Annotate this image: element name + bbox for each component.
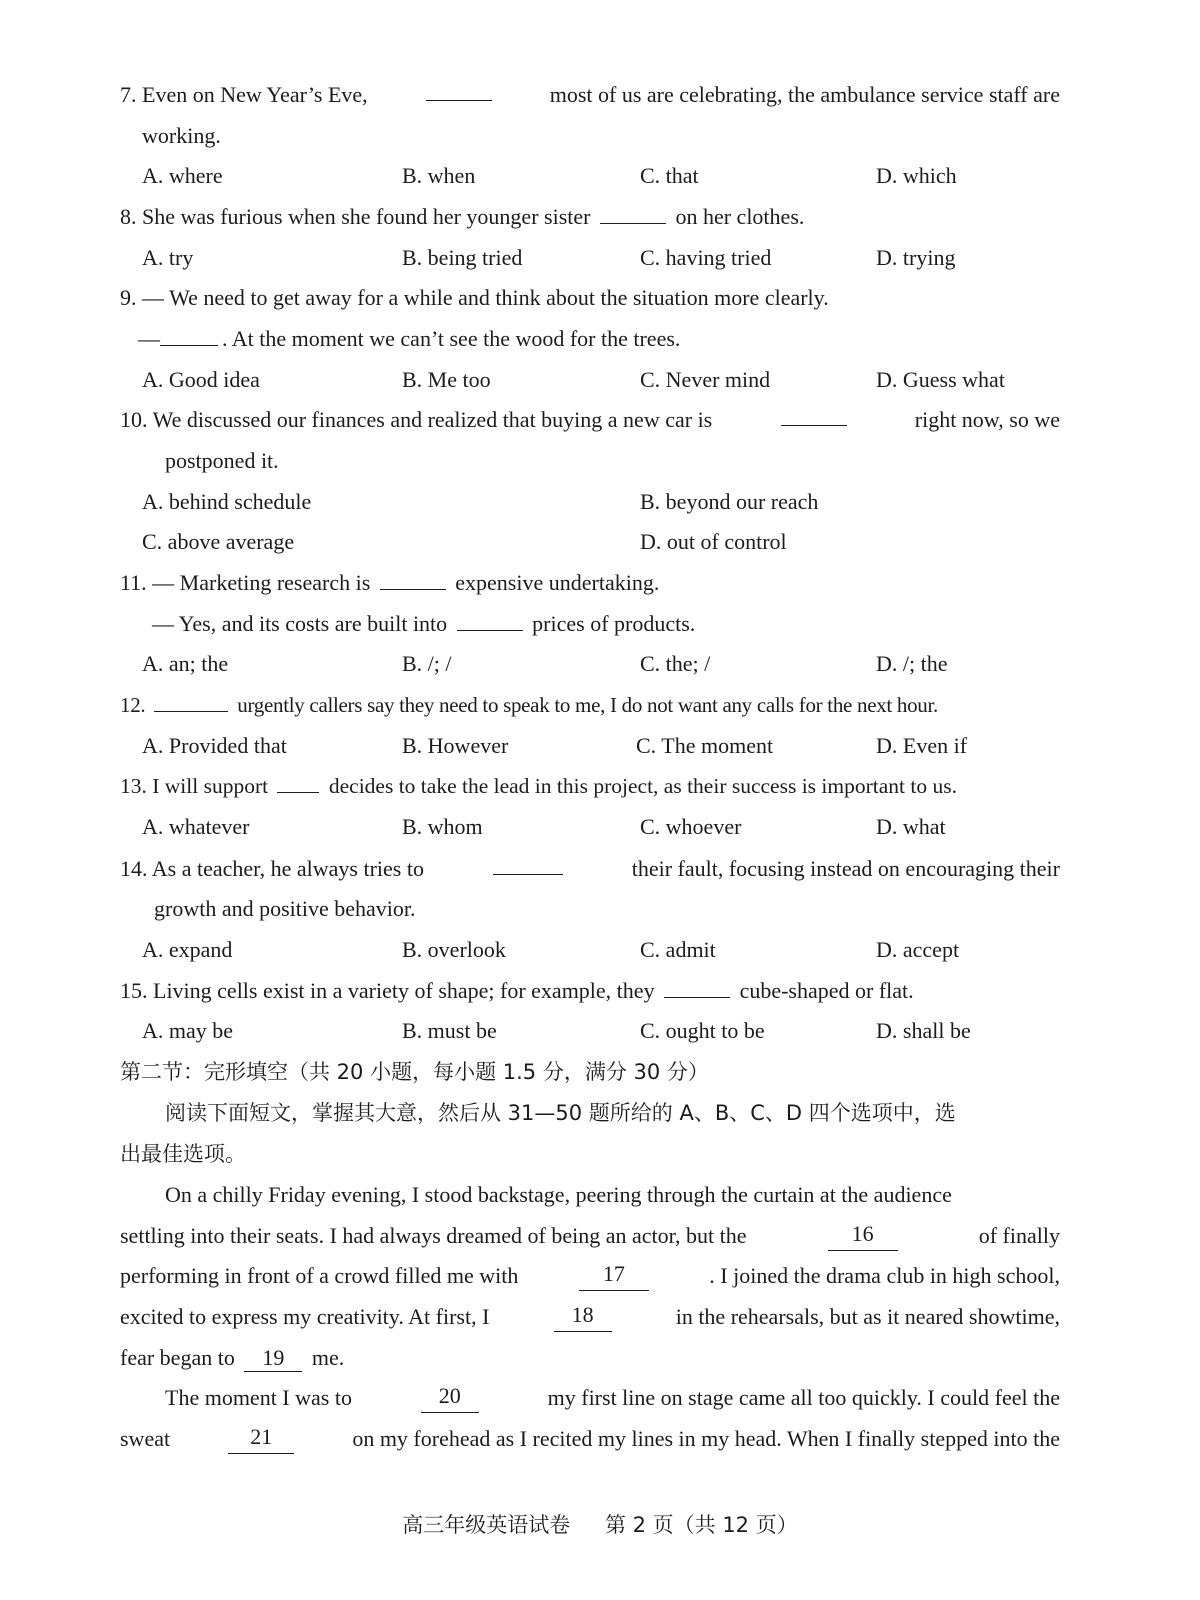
q13-option-c: C. whoever [640, 814, 742, 839]
passage-text: fear began to [120, 1345, 235, 1370]
q7-option-d: D. which [876, 163, 957, 188]
blank-20: 20 [421, 1383, 479, 1413]
q8-blank [600, 203, 666, 224]
q11-option-a: A. an; the [142, 651, 229, 676]
passage-text: performing in front of a crowd filled me with [120, 1263, 519, 1288]
q9-option-a: A. Good idea [142, 367, 260, 392]
q10-option-d: D. out of control [640, 529, 787, 554]
q12-option-b: B. However [402, 733, 509, 758]
q15-option-b: B. must be [402, 1018, 497, 1043]
q15-option-a: A. may be [142, 1018, 234, 1043]
q11-blank-1 [380, 569, 446, 590]
question-7-stem [120, 80, 1060, 110]
q11-text-pre: 11. — Marketing research is [120, 570, 371, 595]
q15-blank [664, 977, 730, 998]
q10-text-pre: 10. We discussed our finances and realized that buying a new car is [120, 407, 713, 432]
q15-text-pre: 15. Living cells exist in a variety of shape; for example, they [120, 978, 655, 1003]
q7-continuation: working. [142, 123, 221, 148]
footer-page-number: 第 2 页（共 12 页） [604, 1513, 798, 1537]
page-footer [0, 1510, 1200, 1540]
passage-p1-line-5 [120, 1343, 344, 1373]
q14-text-pre: 14. As a teacher, he always tries to [120, 856, 424, 881]
passage-p1-line-2 [120, 1221, 1060, 1251]
passage-text: sweat [120, 1426, 171, 1451]
q13-option-a: A. whatever [142, 814, 250, 839]
q13-text-post: decides to take the lead in this project, as their success is important to us. [328, 774, 957, 798]
question-8-stem [120, 202, 804, 232]
q11-text-post: expensive undertaking. [455, 570, 660, 595]
question-9-stem: 9. — We need to get away for a while and think about the situation more clearly. [120, 285, 829, 310]
passage-text: excited to express my creativity. At first, I [120, 1304, 490, 1329]
q8-text-post: on her clothes. [675, 204, 805, 229]
question-13-stem [120, 771, 957, 801]
q14-blank [493, 854, 563, 875]
q12-text-pre: 12. [120, 693, 146, 717]
q7-text-pre: 7. Even on New Year’s Eve, [120, 82, 368, 107]
q15-option-c: C. ought to be [640, 1018, 765, 1043]
question-15-stem [120, 976, 914, 1006]
question-9-reply [138, 324, 680, 354]
footer-exam-title: 高三年级英语试卷 [402, 1513, 571, 1537]
q9-option-c: C. Never mind [640, 367, 771, 392]
q9-blank [160, 325, 218, 346]
q7-blank [426, 80, 492, 101]
passage-text: in the rehearsals, but as it neared showtime, [675, 1304, 1060, 1329]
q12-blank [154, 691, 228, 712]
passage-text: on my forehead as I recited my lines in my head. When I finally stepped into the [352, 1426, 1060, 1451]
q14-option-d: D. accept [876, 937, 960, 962]
passage-p1-line-4 [120, 1302, 1060, 1332]
question-11-stem [120, 568, 659, 598]
q14-option-c: C. admit [640, 937, 716, 962]
q11-reply-pre: — Yes, and its costs are built into [152, 611, 448, 636]
passage-p1-line-3 [120, 1261, 1060, 1291]
q12-option-d: D. Even if [876, 733, 968, 758]
q9-option-d: D. Guess what [876, 367, 1005, 392]
q7-option-b: B. when [402, 163, 476, 188]
q9-dash: — [138, 326, 160, 351]
q8-text-pre: 8. She was furious when she found her younger sister [120, 204, 591, 229]
passage-p2-line-1 [165, 1383, 1060, 1413]
q11-option-c: C. the; / [640, 651, 711, 676]
q8-option-d: D. trying [876, 245, 956, 270]
question-14-stem [120, 854, 1060, 884]
blank-17: 17 [579, 1261, 649, 1291]
blank-21: 21 [228, 1424, 294, 1454]
passage-text: of finally [978, 1223, 1060, 1248]
passage-text: my first line on stage came all too quickly. I could feel the [547, 1385, 1060, 1410]
q15-text-post: cube-shaped or flat. [739, 978, 914, 1003]
q14-continuation: growth and positive behavior. [154, 896, 416, 921]
passage-text: settling into their seats. I had always dreamed of being an actor, but the [120, 1223, 747, 1248]
q9-option-b: B. Me too [402, 367, 491, 392]
q14-option-a: A. expand [142, 937, 233, 962]
section-heading: 第二节：完形填空（共 20 小题，每小题 1.5 分，满分 30 分） [120, 1060, 709, 1084]
q11-reply-post: prices of products. [532, 611, 696, 636]
passage-text: me. [311, 1345, 345, 1370]
blank-18: 18 [554, 1302, 612, 1332]
question-12-stem [120, 690, 938, 720]
q10-continuation: postponed it. [165, 448, 279, 473]
q10-text-post: right now, so we [914, 407, 1060, 432]
q7-text-post: most of us are celebrating, the ambulance service staff are [549, 82, 1060, 107]
passage-text: . I joined the drama club in high school, [709, 1263, 1060, 1288]
q8-option-c: C. having tried [640, 245, 772, 270]
q8-option-a: A. try [142, 245, 194, 270]
q13-text-pre: 13. I will support [120, 774, 269, 798]
q12-option-c: C. The moment [636, 733, 774, 758]
blank-19: 19 [244, 1345, 302, 1372]
q14-option-b: B. overlook [402, 937, 506, 962]
q12-option-a: A. Provided that [142, 733, 287, 758]
q8-option-b: B. being tried [402, 245, 523, 270]
question-11-reply [152, 609, 695, 639]
q7-option-a: A. where [142, 163, 223, 188]
q10-option-a: A. behind schedule [142, 489, 312, 514]
q9-text-post: . At the moment we can’t see the wood for the trees. [222, 326, 681, 351]
section-instruction-line-2: 出最佳选项。 [120, 1142, 246, 1166]
section-instruction-line-1: 阅读下面短文，掌握其大意，然后从 31—50 题所给的 A、B、C、D 四个选项中，选 [165, 1101, 956, 1125]
q11-option-b: B. /; / [402, 651, 452, 676]
q13-option-d: D. what [876, 814, 946, 839]
passage-text: The moment I was to [165, 1385, 352, 1410]
q11-blank-2 [457, 610, 523, 631]
passage-text: On a chilly Friday evening, I stood backstage, peering through the curtain at the audience [165, 1182, 952, 1207]
q15-option-d: D. shall be [876, 1018, 971, 1043]
q13-blank [277, 772, 319, 793]
q12-text-post: urgently callers say they need to speak to me, I do not want any calls for the next hour. [237, 693, 938, 717]
passage-p2-line-2 [120, 1424, 1060, 1454]
q7-option-c: C. that [640, 163, 699, 188]
q10-option-b: B. beyond our reach [640, 489, 819, 514]
question-10-stem [120, 405, 1060, 435]
passage-p1-line-1 [165, 1180, 1060, 1210]
q10-blank [781, 405, 847, 426]
q11-option-d: D. /; the [876, 651, 948, 676]
q14-text-post: their fault, focusing instead on encouraging their [631, 856, 1060, 881]
q10-option-c: C. above average [142, 529, 295, 554]
blank-16: 16 [828, 1221, 898, 1251]
q13-option-b: B. whom [402, 814, 483, 839]
